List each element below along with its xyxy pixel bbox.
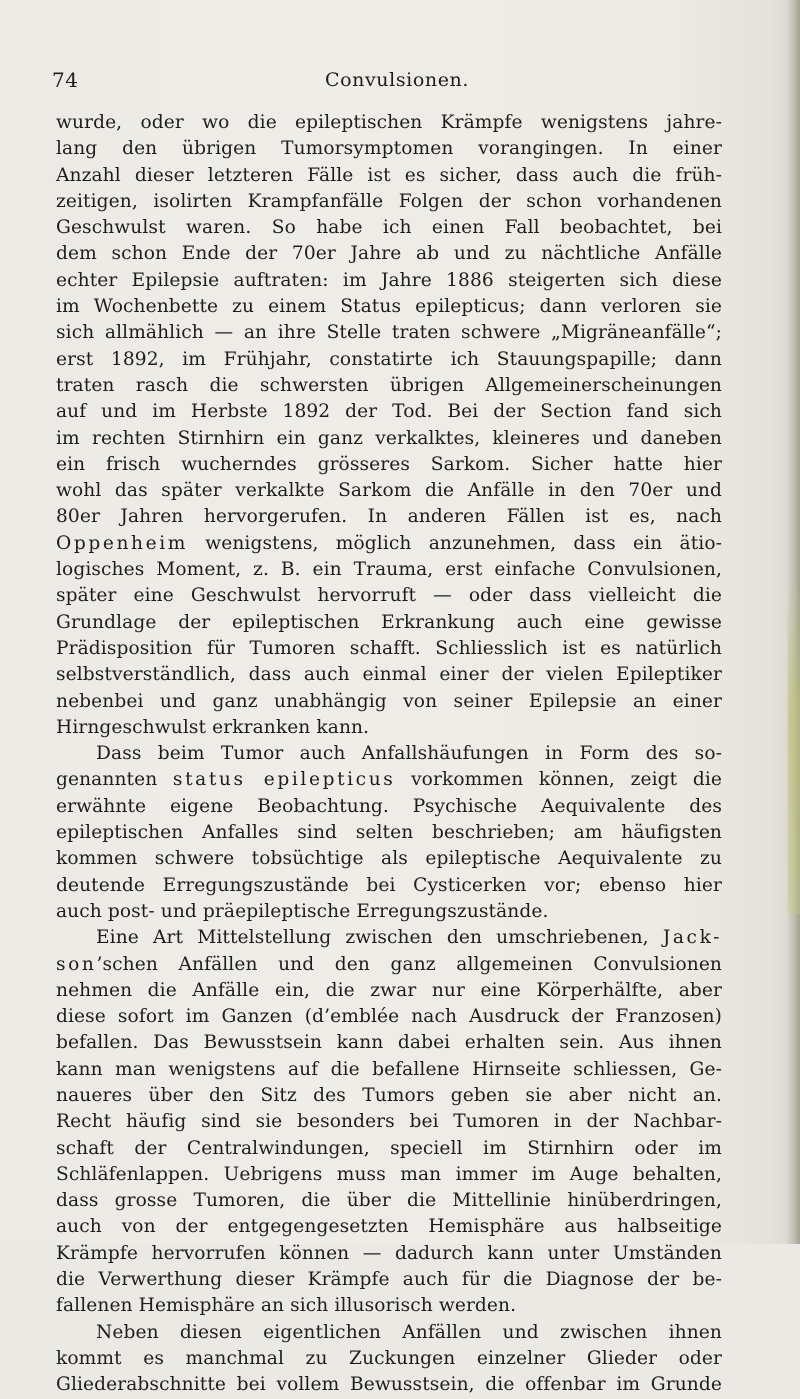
- text-line: auf und im Herbste 1892 der Tod. Bei der Section fand sich: [56, 401, 722, 423]
- text-line: Anzahl dieser letzteren Fälle ist es sicher, dass auch die früh-: [56, 164, 722, 186]
- text-line: dass grosse Tumoren, die über die Mittellinie hinüberdringen,: [56, 1190, 722, 1212]
- text-line: schaft der Centralwindungen, speciell im Stirnhirn oder im: [56, 1137, 722, 1159]
- text-line: im rechten Stirnhirn ein ganz verkalktes, kleineres und daneben: [56, 427, 722, 449]
- text-line: genannten status epilepticus vorkommen können, zeigt die: [56, 769, 722, 791]
- spaced-emphasis: status epilepticus: [172, 769, 396, 791]
- text-line: im Wochenbette zu einem Status epilepticus; dann verloren sie: [56, 296, 722, 318]
- text-line: Dass beim Tumor auch Anfallshäufungen in Form des so-: [96, 743, 722, 765]
- body-text: [56, 110, 722, 1399]
- text-line: diese sofort im Ganzen (d’emblée nach Ausdruck der Franzosen): [56, 1006, 722, 1028]
- running-head: Convulsionen.: [324, 69, 470, 91]
- text-line: naueres über den Sitz des Tumors geben sie aber nicht an.: [56, 1084, 722, 1106]
- text-line: lang den übrigen Tumorsymptomen vorangingen. In einer: [56, 138, 722, 160]
- text-line: Oppenheim wenigstens, möglich anzunehmen, dass ein ätio-: [56, 532, 722, 554]
- page-header: [52, 68, 702, 92]
- text-line: sich allmählich — an ihre Stelle traten schwere „Migräneanfälle“;: [56, 322, 722, 344]
- text-line: befallen. Das Bewusstsein kann dabei erhalten sein. Aus ihnen: [56, 1032, 722, 1054]
- text-line: Recht häufig sind sie besonders bei Tumoren in der Nachbar-: [56, 1111, 722, 1133]
- text-line: Geschwulst waren. So habe ich einen Fall beobachtet, bei: [56, 217, 722, 239]
- text-line: wohl das später verkalkte Sarkom die Anfälle in den 70er und: [56, 480, 722, 502]
- text-line: epileptischen Anfalles sind selten beschrieben; am häufigsten: [56, 822, 722, 844]
- text-line: erwähnte eigene Beobachtung. Psychische Aequivalente des: [56, 795, 722, 817]
- text-line: wurde, oder wo die epileptischen Krämpfe wenigstens jahre-: [56, 112, 722, 133]
- text-line: son’schen Anfällen und den ganz allgemeinen Convulsionen: [56, 953, 722, 975]
- text-line: echter Epilepsie auftraten: im Jahre 1886 steigerten sich diese: [56, 269, 722, 291]
- text-line: Gliederabschnitte bei vollem Bewusstsein, die offenbar im Grunde: [56, 1374, 722, 1396]
- text-line: Eine Art Mittelstellung zwischen den umschriebenen, Jack-: [96, 927, 722, 949]
- text-line: nebenbei und ganz unabhängig von seiner Epilepsie an einer: [56, 690, 722, 712]
- text-line: Krämpfe hervorrufen können — dadurch kann unter Umständen: [56, 1242, 722, 1264]
- text-line: dem schon Ende der 70er Jahre ab und zu nächtliche Anfälle: [56, 243, 722, 265]
- text-line: auch post- und präepileptische Erregungszustände.: [56, 900, 549, 922]
- text-line: nehmen die Anfälle ein, die zwar nur eine Körperhälfte, aber: [56, 979, 722, 1001]
- text-line: 80er Jahren hervorgerufen. In anderen Fällen ist es, nach: [56, 506, 722, 528]
- text-line: die Verwerthung dieser Krämpfe auch für die Diagnose der be-: [56, 1269, 722, 1291]
- text-line: Schläfenlappen. Uebrigens muss man immer im Auge behalten,: [56, 1163, 722, 1185]
- text-line: ein frisch wucherndes grösseres Sarkom. Sicher hatte hier: [56, 453, 722, 475]
- page-number: 74: [52, 68, 79, 92]
- text-line: deutende Erregungszustände bei Cysticerken vor; ebenso hier: [56, 874, 722, 896]
- text-line: kommen schwere tobsüchtige als epileptische Aequivalente zu: [56, 848, 722, 870]
- text-line: später eine Geschwulst hervorruft — oder dass vielleicht die: [56, 585, 722, 607]
- text-line: logisches Moment, z. B. ein Trauma, erst einfache Convulsionen,: [56, 559, 722, 581]
- text-line: Hirngeschwulst erkranken kann.: [56, 716, 370, 738]
- text-line: fallenen Hemisphäre an sich illusorisch werden.: [56, 1295, 517, 1317]
- text-line: kann man wenigstens auf die befallene Hirnseite schliessen, Ge-: [56, 1058, 722, 1080]
- text-line: traten rasch die schwersten übrigen Allgemeinerscheinungen: [56, 374, 722, 396]
- text-line: Neben diesen eigentlichen Anfällen und zwischen ihnen: [96, 1321, 722, 1343]
- text-line: erst 1892, im Frühjahr, constatirte ich Stauungspapille; dann: [56, 348, 722, 370]
- text-line: auch von der entgegengesetzten Hemisphäre aus halbseitige: [56, 1216, 722, 1238]
- page-edge-stain: [788, 584, 800, 914]
- text-line: zeitigen, isolirten Krampfanfälle Folgen der schon vorhandenen: [56, 190, 722, 212]
- text-line: Grundlage der epileptischen Erkrankung auch eine gewisse: [56, 611, 722, 633]
- text-line: Prädisposition für Tumoren schafft. Schliesslich ist es natürlich: [56, 637, 722, 659]
- spaced-emphasis: son: [56, 953, 97, 975]
- text-line: kommt es manchmal zu Zuckungen einzelner Glieder oder: [56, 1347, 722, 1369]
- spaced-emphasis: Jack-: [662, 927, 722, 949]
- text-line: selbstverständlich, dass auch einmal einer der vielen Epileptiker: [56, 664, 722, 686]
- spaced-emphasis: Oppenheim: [56, 532, 188, 554]
